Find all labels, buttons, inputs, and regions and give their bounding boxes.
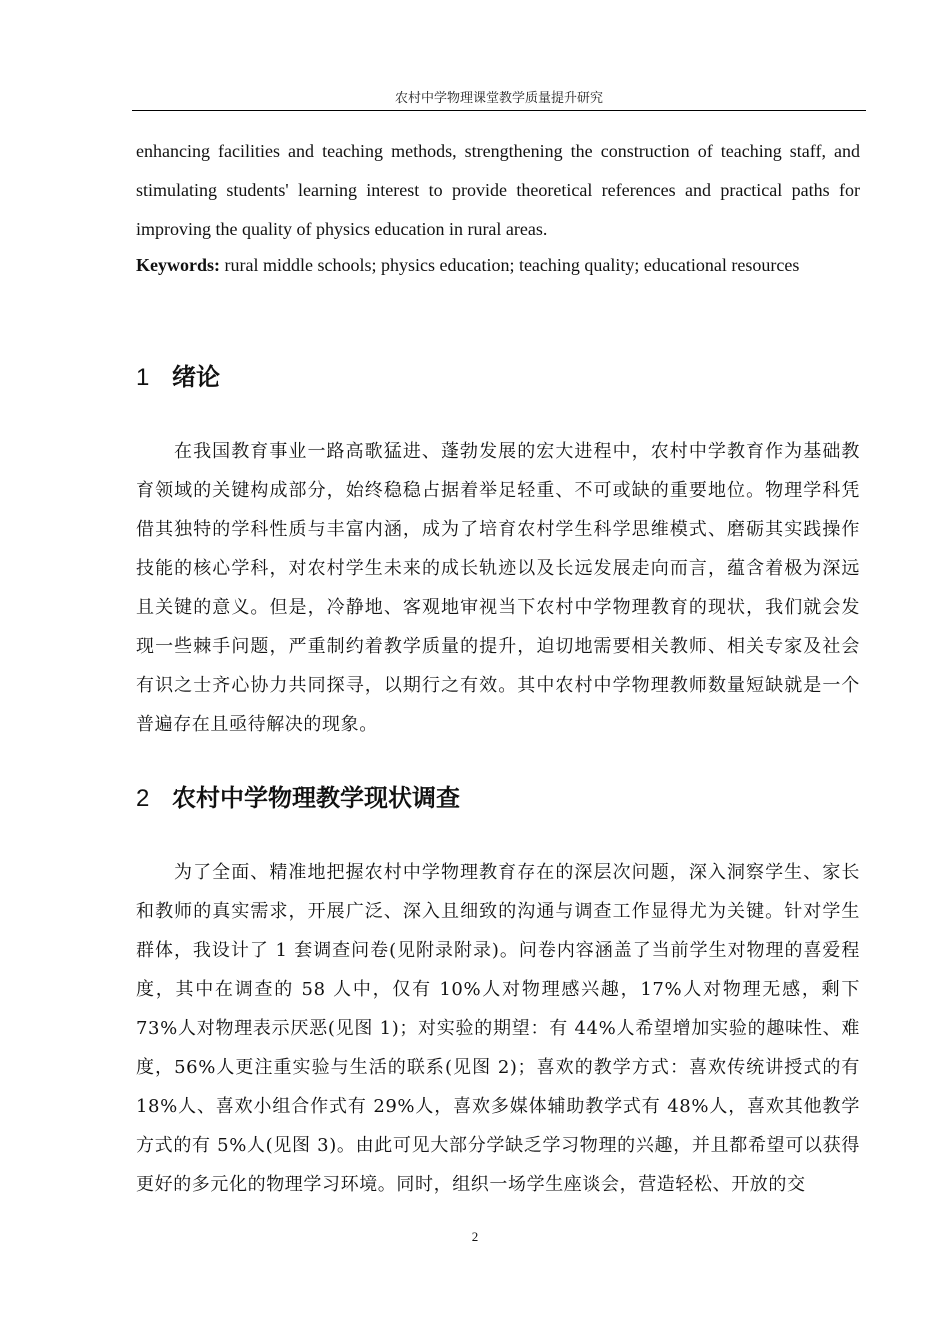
section-2-number: 2 <box>136 785 150 812</box>
section-2-heading <box>136 783 460 814</box>
abstract-continuation <box>136 132 860 249</box>
abstract-text: enhancing facilities and teaching methods, strengthening the construction of teaching staff, and stimulating students' learning interest to provide theoretical references and practical paths for improving the quality of physics education in rural areas. <box>136 141 860 239</box>
page-number: 2 <box>471 1229 479 1244</box>
section-1-number: 1 <box>136 364 150 391</box>
running-header: 农村中学物理课堂教学质量提升研究 <box>394 91 603 106</box>
section-1-title: 绪论 <box>172 363 220 391</box>
section-2-paragraph: 为了全面、精准地把握农村中学物理教育存在的深层次问题，深入洞察学生、家长和教师的真实需求，开展广泛、深入且细致的沟通与调查工作显得尤为关键。针对学生群体，我设计了 1 套调查问卷(见附录附录)。问卷内容涵盖了当前学生对物理的喜爱程度，其中在调查的 58 人中，仅有 10%人对物理感兴趣，17%人对物理无感，剩下 73%人对物理表示厌恶(见图 1)；对实验的期望：有 44%人希望增加实验的趣味性、难度，56%人更注重实验与生活的联系(见图 2)；喜欢的教学方式：喜欢传统讲授式的有 18%人、喜欢小组合作式有 29%人，喜欢多媒体辅助教学式有 48%人，喜欢其他教学方式的有 5%人(见图 3)。由此可见大部分学缺乏学习物理的兴趣，并且都希望可以获得更好的多元化的物理学习环境。同时，组织一场学生座谈会，营造轻松、开放的交 <box>136 862 860 1195</box>
section-1-heading <box>136 362 220 393</box>
keywords-label: Keywords: <box>136 255 220 275</box>
keywords-text: rural middle schools; physics education; teaching quality; educational resources <box>220 255 800 275</box>
section-1-paragraph: 在我国教育事业一路高歌猛进、蓬勃发展的宏大进程中，农村中学教育作为基础教育领域的关键构成部分，始终稳稳占据着举足轻重、不可或缺的重要地位。物理学科凭借其独特的学科性质与丰富内涵，成为了培育农村学生科学思维模式、磨砺其实践操作技能的核心学科，对农村学生未来的成长轨迹以及长远发展走向而言，蕴含着极为深远且关键的意义。但是，冷静地、客观地审视当下农村中学物理教育的现状，我们就会发现一些棘手问题，严重制约着教学质量的提升，迫切地需要相关教师、相关专家及社会有识之士齐心协力共同探寻，以期行之有效。其中农村中学物理教师数量短缺就是一个普遍存在且亟待解决的现象。 <box>136 441 860 735</box>
keywords-line <box>136 250 860 280</box>
header-rule <box>132 110 866 111</box>
section-2-title: 农村中学物理教学现状调查 <box>172 784 460 812</box>
